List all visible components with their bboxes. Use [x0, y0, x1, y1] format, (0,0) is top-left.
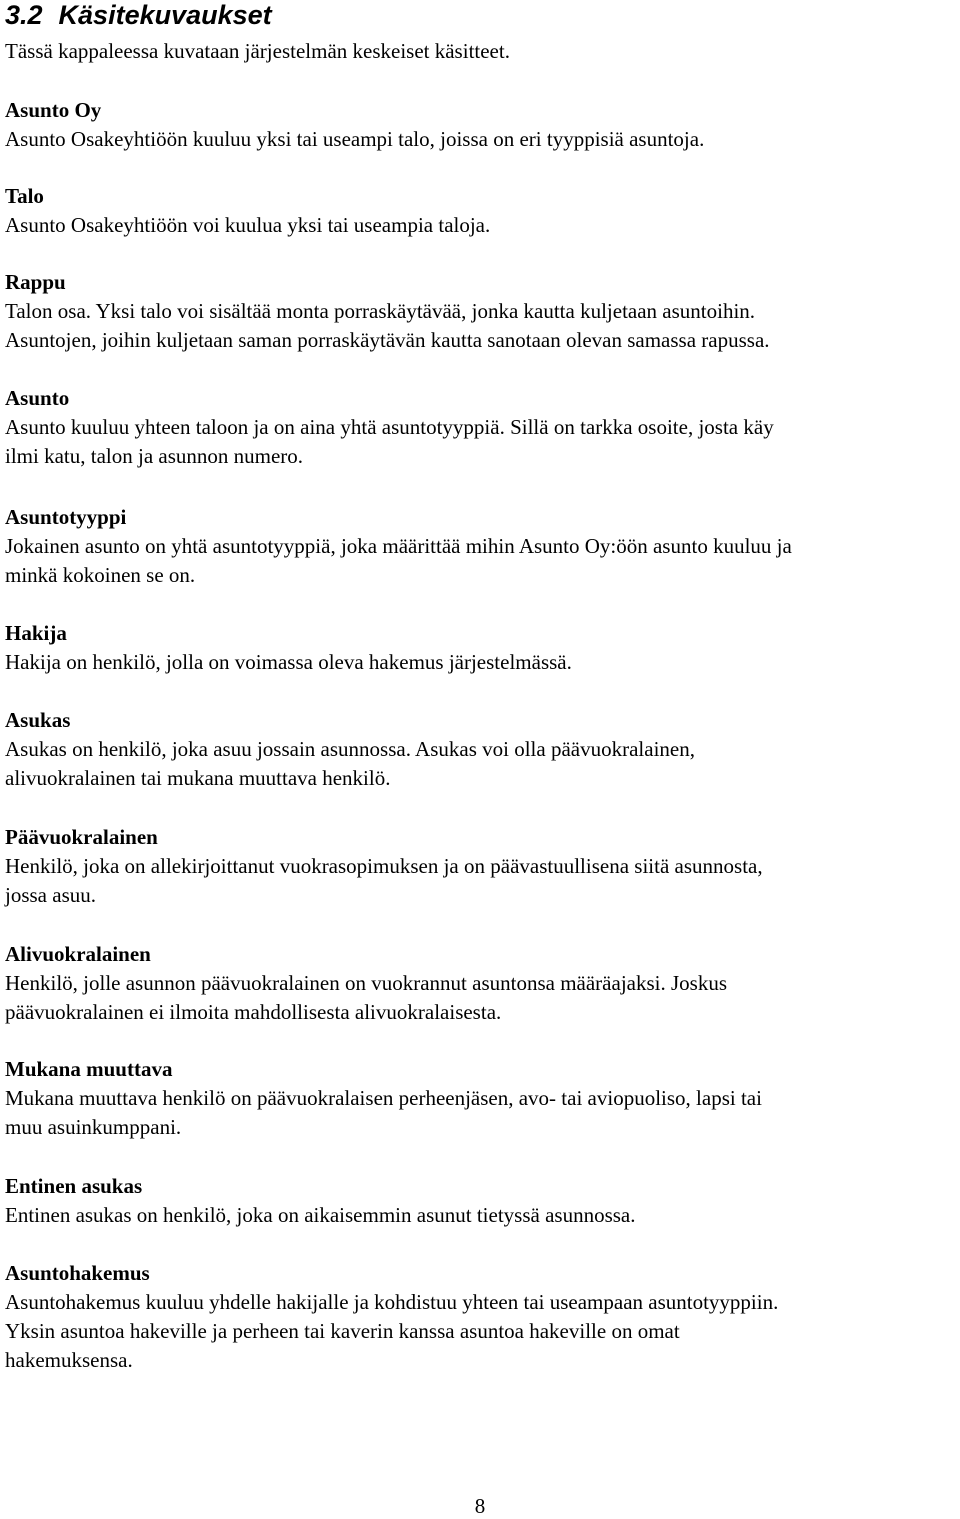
- term-description-line: hakemuksensa.: [5, 1348, 133, 1372]
- term-description-line: Asunto kuuluu yhteen taloon ja on aina yhtä asuntotyyppiä. Sillä on tarkka osoite, josta käy: [5, 415, 774, 439]
- term-description-line: Asuntojen, joihin kuljetaan saman porraskäytävän kautta sanotaan olevan samassa rapussa.: [5, 328, 770, 352]
- section-title: Käsitekuvaukset: [58, 0, 272, 30]
- term-description-line: Jokainen asunto on yhtä asuntotyyppiä, joka määrittää mihin Asunto Oy:öön asunto kuuluu ja: [5, 534, 792, 558]
- term-entry: [5, 619, 955, 677]
- term-description-line: Asunto Osakeyhtiöön voi kuulua yksi tai useampia taloja.: [5, 213, 491, 237]
- term-entry: [5, 1172, 955, 1230]
- term-description-line: Henkilö, jolle asunnon päävuokralainen on vuokrannut asuntonsa määräajaksi. Joskus: [5, 971, 727, 995]
- page-number: 8: [474, 1494, 486, 1518]
- term-description-line: Entinen asukas on henkilö, joka on aikaisemmin asunut tietyssä asunnossa.: [5, 1203, 636, 1227]
- term-title: Rappu: [5, 270, 66, 294]
- term-entry: [5, 182, 955, 240]
- term-description-line: Asunto Osakeyhtiöön kuuluu yksi tai useampi talo, joissa on eri tyyppisiä asuntoja.: [5, 127, 705, 151]
- term-title: Mukana muuttava: [5, 1057, 173, 1081]
- term-title: Asunto: [5, 386, 70, 410]
- term-description-line: jossa asuu.: [5, 883, 96, 907]
- term-title: Hakija: [5, 621, 67, 645]
- term-entry: [5, 940, 955, 1027]
- term-description-line: päävuokralainen ei ilmoita mahdollisesta alivuokralaisesta.: [5, 1000, 502, 1024]
- term-description-line: Talon osa. Yksi talo voi sisältää monta porraskäytävää, jonka kautta kuljetaan asuntoihin.: [5, 299, 756, 323]
- document-page: [5, 0, 955, 1372]
- term-entry: [5, 1055, 955, 1142]
- term-description-line: muu asuinkumppani.: [5, 1115, 182, 1139]
- section-number: 3.2: [5, 0, 43, 30]
- term-description-line: Yksin asuntoa hakeville ja perheen tai kaverin kanssa asuntoa hakeville on omat: [5, 1319, 680, 1343]
- term-description-line: Asukas on henkilö, joka asuu jossain asunnossa. Asukas voi olla päävuokralainen,: [5, 737, 695, 761]
- term-description-line: minkä kokoinen se on.: [5, 563, 196, 587]
- term-entry: [5, 268, 955, 355]
- term-title: Asuntotyyppi: [5, 505, 127, 529]
- term-description-line: Henkilö, joka on allekirjoittanut vuokrasopimuksen ja on päävastuullisena siitä asunnosta,: [5, 854, 763, 878]
- section-heading: [5, 0, 955, 30]
- term-title: Entinen asukas: [5, 1174, 143, 1198]
- term-description-line: Mukana muuttava henkilö on päävuokralaisen perheenjäsen, avo- tai aviopuoliso, lapsi tai: [5, 1086, 762, 1110]
- term-title: Alivuokralainen: [5, 942, 151, 966]
- term-entry: [5, 1259, 955, 1375]
- term-entry: [5, 384, 955, 471]
- term-title: Asunto Oy: [5, 98, 102, 122]
- term-title: Asuntohakemus: [5, 1261, 150, 1285]
- term-entry: [5, 706, 955, 793]
- term-description-line: alivuokralainen tai mukana muuttava henkilö.: [5, 766, 391, 790]
- term-title: Talo: [5, 184, 44, 208]
- term-entry: [5, 823, 955, 910]
- term-entry: [5, 503, 955, 590]
- section-intro: Tässä kappaleessa kuvataan järjestelmän keskeiset käsitteet.: [5, 39, 510, 63]
- term-entry: [5, 96, 955, 154]
- term-title: Asukas: [5, 708, 71, 732]
- term-description-line: ilmi katu, talon ja asunnon numero.: [5, 444, 304, 468]
- term-title: Päävuokralainen: [5, 825, 158, 849]
- term-description-line: Asuntohakemus kuuluu yhdelle hakijalle ja kohdistuu yhteen tai useampaan asuntotyyppiin.: [5, 1290, 779, 1314]
- term-description-line: Hakija on henkilö, jolla on voimassa oleva hakemus järjestelmässä.: [5, 650, 572, 674]
